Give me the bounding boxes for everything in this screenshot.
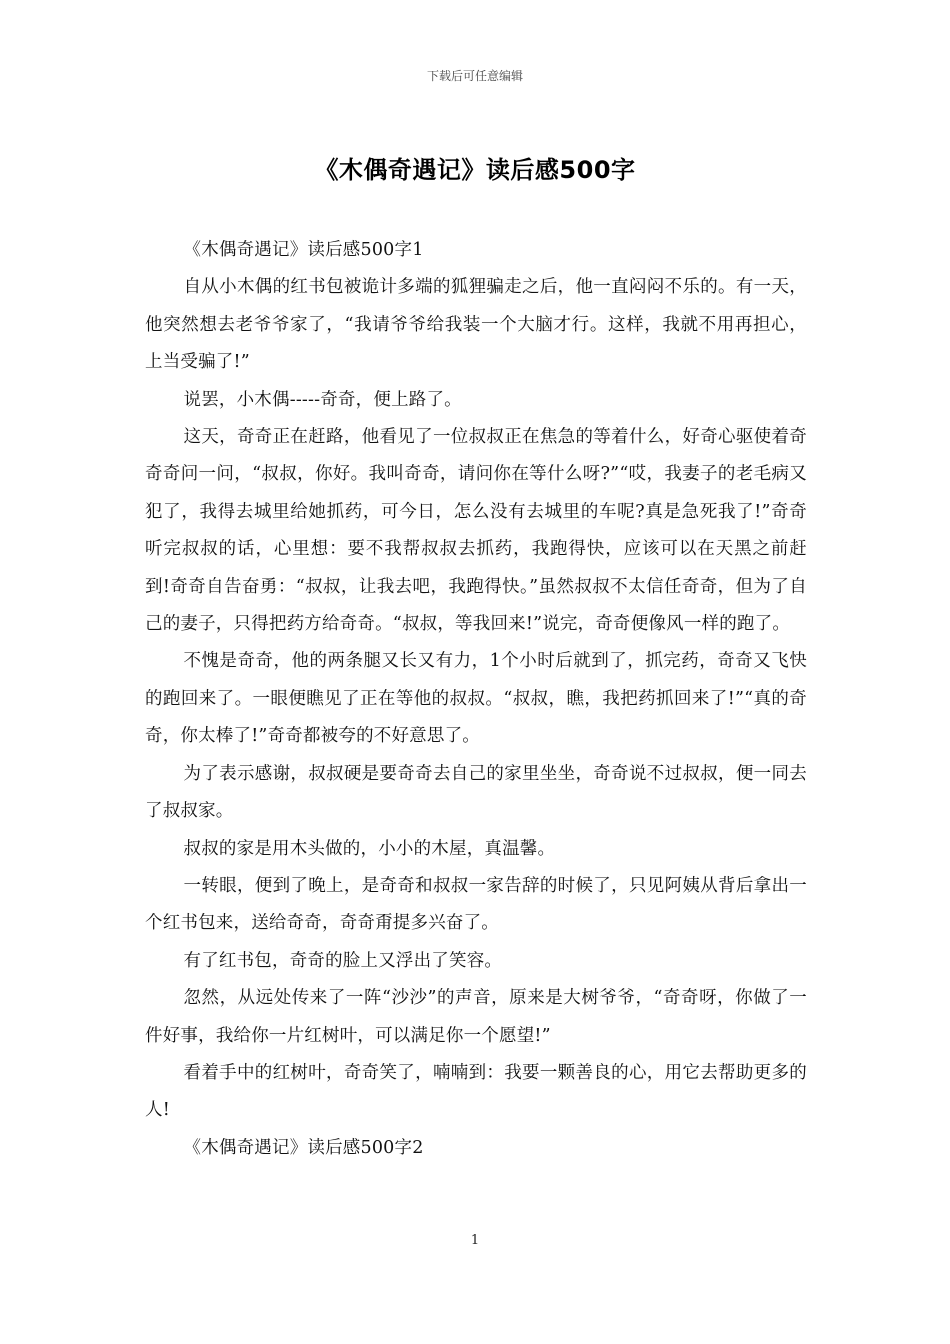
paragraph: 不愧是奇奇，他的两条腿又长又有力，1个小时后就到了，抓完药，奇奇又飞快的跑回来了。一眼便瞧见了正在等他的叔叔。“叔叔，瞧，我把药抓回来了!”“真的奇奇，你太棒了!”奇奇都被夸的不好意思了。 — [145, 651, 807, 747]
paragraph: 自从小木偶的红书包被诡计多端的狐狸骗走之后，他一直闷闷不乐的。有一天，他突然想去老爷爷家了，“我请爷爷给我装一个大脑才行。这样，我就不用再担心，上当受骗了!” — [145, 277, 807, 373]
paragraph: 看着手中的红树叶，奇奇笑了，喃喃到：我要一颗善良的心，用它去帮助更多的人! — [145, 1062, 807, 1121]
paragraph: 为了表示感谢，叔叔硬是要奇奇去自己的家里坐坐，奇奇说不过叔叔，便一同去了叔叔家。 — [145, 763, 807, 822]
section-heading: 《木偶奇遇记》读后感500字2 — [183, 1137, 424, 1158]
section-heading: 《木偶奇遇记》读后感500字1 — [183, 240, 424, 260]
paragraph: 叔叔的家是用木头做的，小小的木屋，真温馨。 — [183, 838, 556, 859]
paragraph: 忽然，从远处传来了一阵“沙沙”的声音，原来是大树爷爷，“奇奇呀，你做了一件好事，我给你一片红树叶，可以满足你一个愿望!” — [145, 988, 807, 1046]
paragraph: 一转眼，便到了晚上，是奇奇和叔叔一家告辞的时候了，只见阿姨从背后拿出一个红书包来，送给奇奇，奇奇甭提多兴奋了。 — [145, 875, 807, 934]
page-number: 1 — [470, 1233, 480, 1248]
paragraph: 有了红书包，奇奇的脸上又浮出了笑容。 — [183, 950, 503, 971]
document-body — [145, 232, 807, 1167]
paragraph: 说罢，小木偶-----奇奇，便上路了。 — [183, 389, 462, 410]
document-title: 《木偶奇遇记》读后感500字 — [314, 156, 636, 184]
paragraph: 这天，奇奇正在赶路，他看见了一位叔叔正在焦急的等着什么，好奇心驱使着奇奇奇问一问，“叔叔，你好。我叫奇奇，请问你在等什么呀?”“哎，我妻子的老毛病又犯了，我得去城里给她抓药，可今日，怎么没有去城里的车呢?真是急死我了!”奇奇听完叔叔的话，心里想：要不我帮叔叔去抓药，我跑得快，应该可以在天黑之前赶到!奇奇自告奋勇：“叔叔，让我去吧，我跑得快。”虽然叔叔不太信任奇奇，但为了自己的妻子，只得把药方给奇奇。“叔叔，等我回来!”说完，奇奇便像风一样的跑了。 — [145, 427, 807, 635]
page-header: 下载后可任意编辑 — [426, 69, 523, 83]
